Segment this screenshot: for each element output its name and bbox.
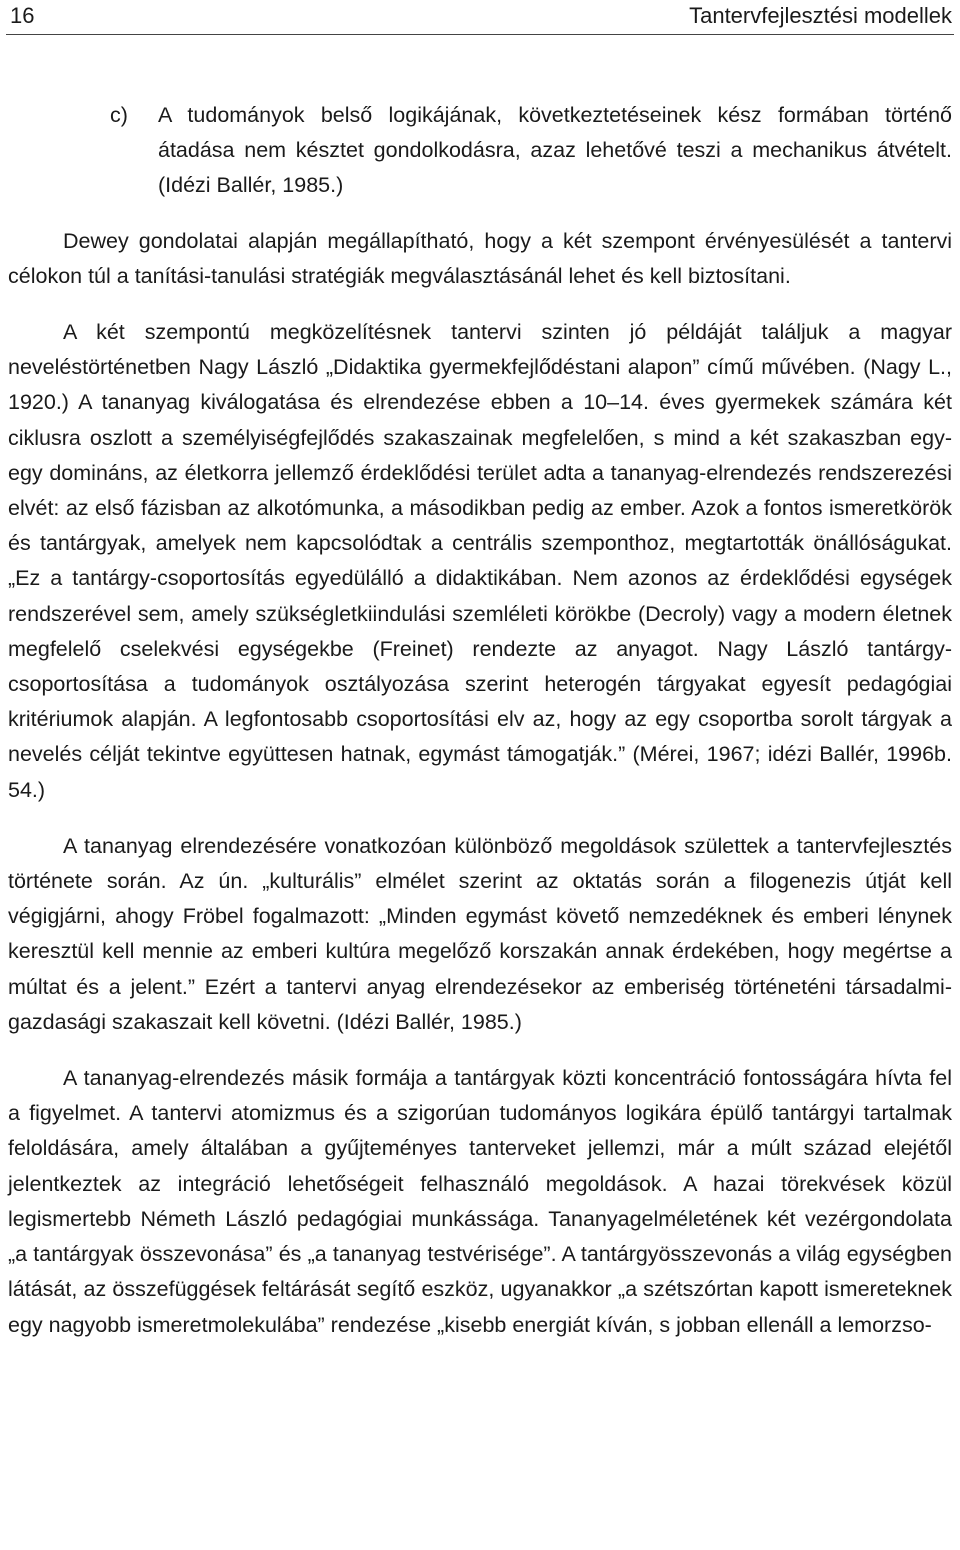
- paragraph: Dewey gondolatai alapján megállapítható, hogy a két szempont érvényesülését a tantervi célokon túl a tanítási-tanulási stratégiák megválasztásánál lehet és kell biztosítani.: [8, 228, 952, 288]
- paragraph: A tananyag elrendezésére vonatkozóan különböző megoldások születtek a tantervfejlesztés története során. Az ún. „kulturális” elmélet szerint az oktatás során a filogenezis útját kell végigjárni, ahogy Fröbel fogalmazott: „Minden egymást követő nemzedéknek és emberi lénynek keresztül kell mennie az emberi kultúra megelőző korszakán annak érdekében, hogy megértse a múltat és a jelent.” Ezért a tantervi anyag elrendezésekor az emberiség történeténi társadalmi-gazdasági szakaszait kell követni. (Idézi Ballér, 1985.): [8, 833, 952, 1034]
- paragraph: A tananyag-elrendezés másik formája a tantárgyak közti koncentráció fontosságára hívta fel a figyelmet. A tantervi atomizmus és a szigorúan tudományos logikára épülő tantárgyi tartalmak feloldására, amely általában a gyűjteményes tanterveket jellemzi, már a múlt század elejétől jelentkeztek az integráció lehetőségeit felhasználó megoldások. A hazai törekvések közül legismertebb Németh László pedagógiai munkássága. Tananyagelméletének két vezérgondolata „a tantárgyak összevonása” és „a tananyag testvérisége”. A tantárgyösszevonás a világ egységben látását, az összefüggések feltárását segítő eszköz, ugyanakkor „a szétszórtan kapott ismereteknek egy nagyobb ismeretmolekulába” rendezése „kisebb energiát kíván, s jobban ellenáll a lemorzso-: [8, 1066, 952, 1337]
- page-header: [6, 0, 954, 35]
- page-number: 16: [10, 3, 35, 28]
- list-marker: c): [110, 103, 128, 127]
- list-item-c: [8, 98, 952, 204]
- list-item-text: A tudományok belső logikájának, következtetéseinek kész formában történő átadása nem késztet gondolkodásra, azaz lehetővé teszi a mechanikus átvételt. (Idézi Ballér, 1985.): [158, 103, 952, 198]
- running-title: Tantervfejlesztési modellek: [689, 3, 952, 28]
- body-text: [8, 98, 952, 1364]
- paragraph: A két szempontú megközelítésnek tantervi szinten jó példáját találjuk a magyar neveléstörténetben Nagy László „Didaktika gyermekfejlődéstani alapon” című művében. (Nagy L., 1920.) A tananyag kiválogatása és elrendezése ebben a 10‒14. éves gyermekek számára két ciklusra oszlott a személyiségfejlődés szakaszainak megfelelően, s mind a két szakaszban egy-egy domináns, az életkorra jellemző érdeklődési terület adta a tananyag-elrendezés rendszerezési elvét: az első fázisban az alkotómunka, a másodikban pedig az ember. Azok a fontos ismeretkörök és tantárgyak, amelyek nem kapcsolódtak a centrális szemponthoz, megtartották önállóságukat. „Ez a tantárgy-csoportosítás egyedülálló a didaktikában. Nem azonos az érdeklődési egységek rendszerével sem, amely szükségletkiindulási szemléleti körökbe (Decroly) vagy a modern életnek megfelelő cselekvési egységekbe (Freinet) rendezte az anyagot. Nagy László tantárgy-csoportosítása a tudományok osztályozása szerint heterogén tárgyakat egyesít pedagógiai kritériumok alapján. A legfontosabb csoportosítási elv az, hogy az egy csoportba sorolt tárgyak a nevelés célját tekintve együttesen hatnak, egymást támogatják.” (Mérei, 1967; idézi Ballér, 1996b. 54.): [8, 320, 952, 802]
